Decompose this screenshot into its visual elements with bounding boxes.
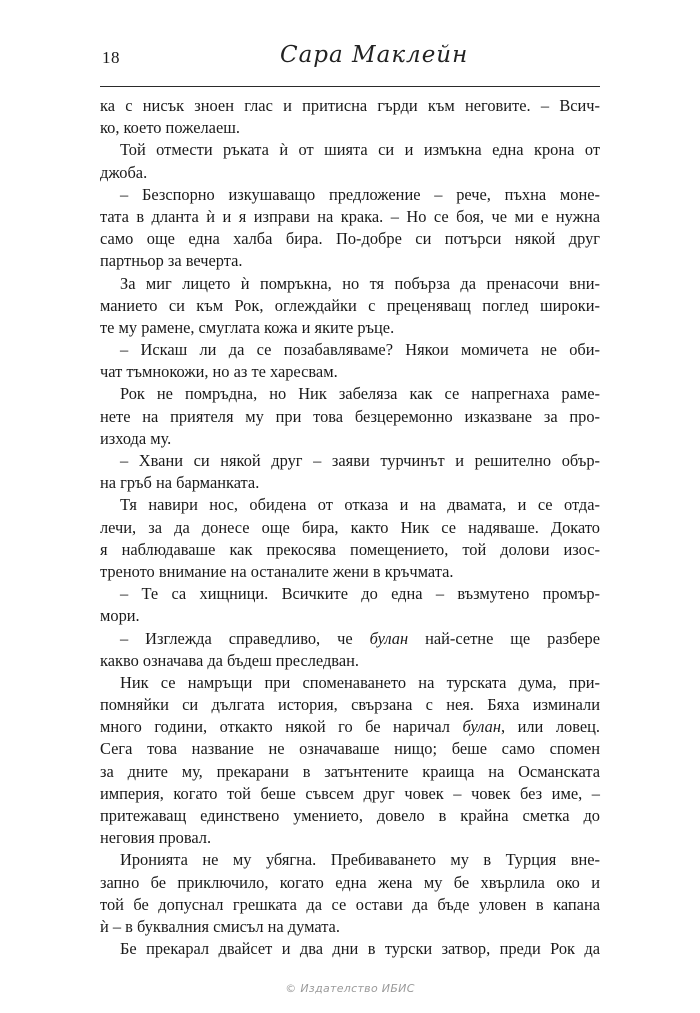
text-line: нете на приятеля му при това безцеремонно изказване за про- — [100, 406, 600, 426]
text-line: Той отмести ръката ѝ от шията си и измъкна една крона от — [120, 140, 600, 160]
page-number: 18 — [102, 48, 120, 67]
text-line: тата в дланта ѝ и я изправи на крака. – Но се боя, че ми е нужна — [100, 206, 600, 226]
text-line: неговия провал. — [100, 828, 212, 848]
running-title-author: Сара Маклейн — [280, 42, 469, 68]
body-text — [100, 95, 600, 960]
text-line: Иронията не му убягна. Пребиваването му в Турция вне- — [120, 850, 600, 870]
text-line: Бе прекарал двайсет и два дни в турски затвор, преди Рок да — [120, 939, 600, 959]
text-line: Сега това название не означаваше нищо; беше само спомен — [100, 739, 600, 759]
text-line: ка с нисък зноен глас и притисна гърди към неговите. – Всич- — [100, 96, 600, 115]
text-line: лечи, за да донесе още бира, както Ник се надяваше. Докато — [100, 517, 600, 537]
text-line: – Те са хищници. Всичките до една – възмутено промър- — [120, 584, 600, 604]
text-line: партньор за вечерта. — [100, 251, 243, 271]
text-line: ко, което пожелаеш. — [100, 118, 240, 138]
text-line: за дните му, прекарани в затънтените краища на Османската — [100, 761, 600, 781]
text-line: изхода му. — [100, 428, 172, 448]
text-line: – Безспорно изкушаващо предложение – рече, пъхна моне- — [120, 184, 600, 204]
text-line: Ник се намръщи при споменаването на турската дума, при- — [120, 672, 600, 692]
text-line: притежаващ единствено умението, довело в крайна сметка до — [100, 806, 600, 825]
header-divider — [100, 86, 600, 87]
text-line: я наблюдаваше как прекосява помещението, той долови изос- — [100, 539, 600, 559]
text-line: само още една халба бира. По-добре си потърси някой друг — [100, 229, 600, 249]
text-line: – Искаш ли да се позабавляваме? Някои момичета не оби- — [120, 340, 600, 360]
publisher-copyright: © Издателство ИБИС — [285, 982, 415, 995]
text-line: джоба. — [100, 162, 148, 182]
text-line: ѝ – в буквалния смисъл на думата. — [100, 916, 340, 936]
text-line: на гръб на барманката. — [100, 473, 260, 493]
text-line: много години, откакто някой го бе наричал булан, или ловец. — [100, 717, 600, 737]
text-line: чат тъмнокожи, но аз те харесвам. — [100, 362, 338, 382]
text-line: той бе допуснал грешката да се остави да бъде уловен в капана — [100, 894, 600, 914]
text-line: империя, когато той беше съвсем друг човек – човек без име, – — [100, 783, 600, 803]
text-line: треното внимание на останалите жени в кръчмата. — [100, 561, 454, 581]
text-line: За миг лицето ѝ помръкна, но тя побърза да пренасочи вни- — [120, 273, 600, 293]
text-line: – Изглежда справедливо, че булан най-сетне ще разбере — [120, 628, 600, 648]
text-line: Тя навири нос, обидена от отказа и на двамата, и се отда- — [120, 495, 600, 515]
text-line: мори. — [100, 606, 140, 626]
text-line: Рок не помръдна, но Ник забеляза как се напрегнаха раме- — [120, 384, 600, 404]
text-line: манието си към Рок, оглеждайки с преценяващ поглед широки- — [100, 295, 600, 315]
text-line: какво означава да бъдеш преследван. — [100, 650, 359, 670]
page-header — [100, 44, 600, 84]
text-line: запно бе приключило, когато една жена му бе хвърлила око и — [100, 872, 600, 892]
text-line: те му рамене, смуглата кожа и яките ръце. — [100, 317, 395, 337]
text-line: помняйки си дългата история, свързана с нея. Бяха изминали — [100, 695, 600, 715]
text-line: – Хвани си някой друг – заяви турчинът и решително обър- — [120, 451, 600, 470]
